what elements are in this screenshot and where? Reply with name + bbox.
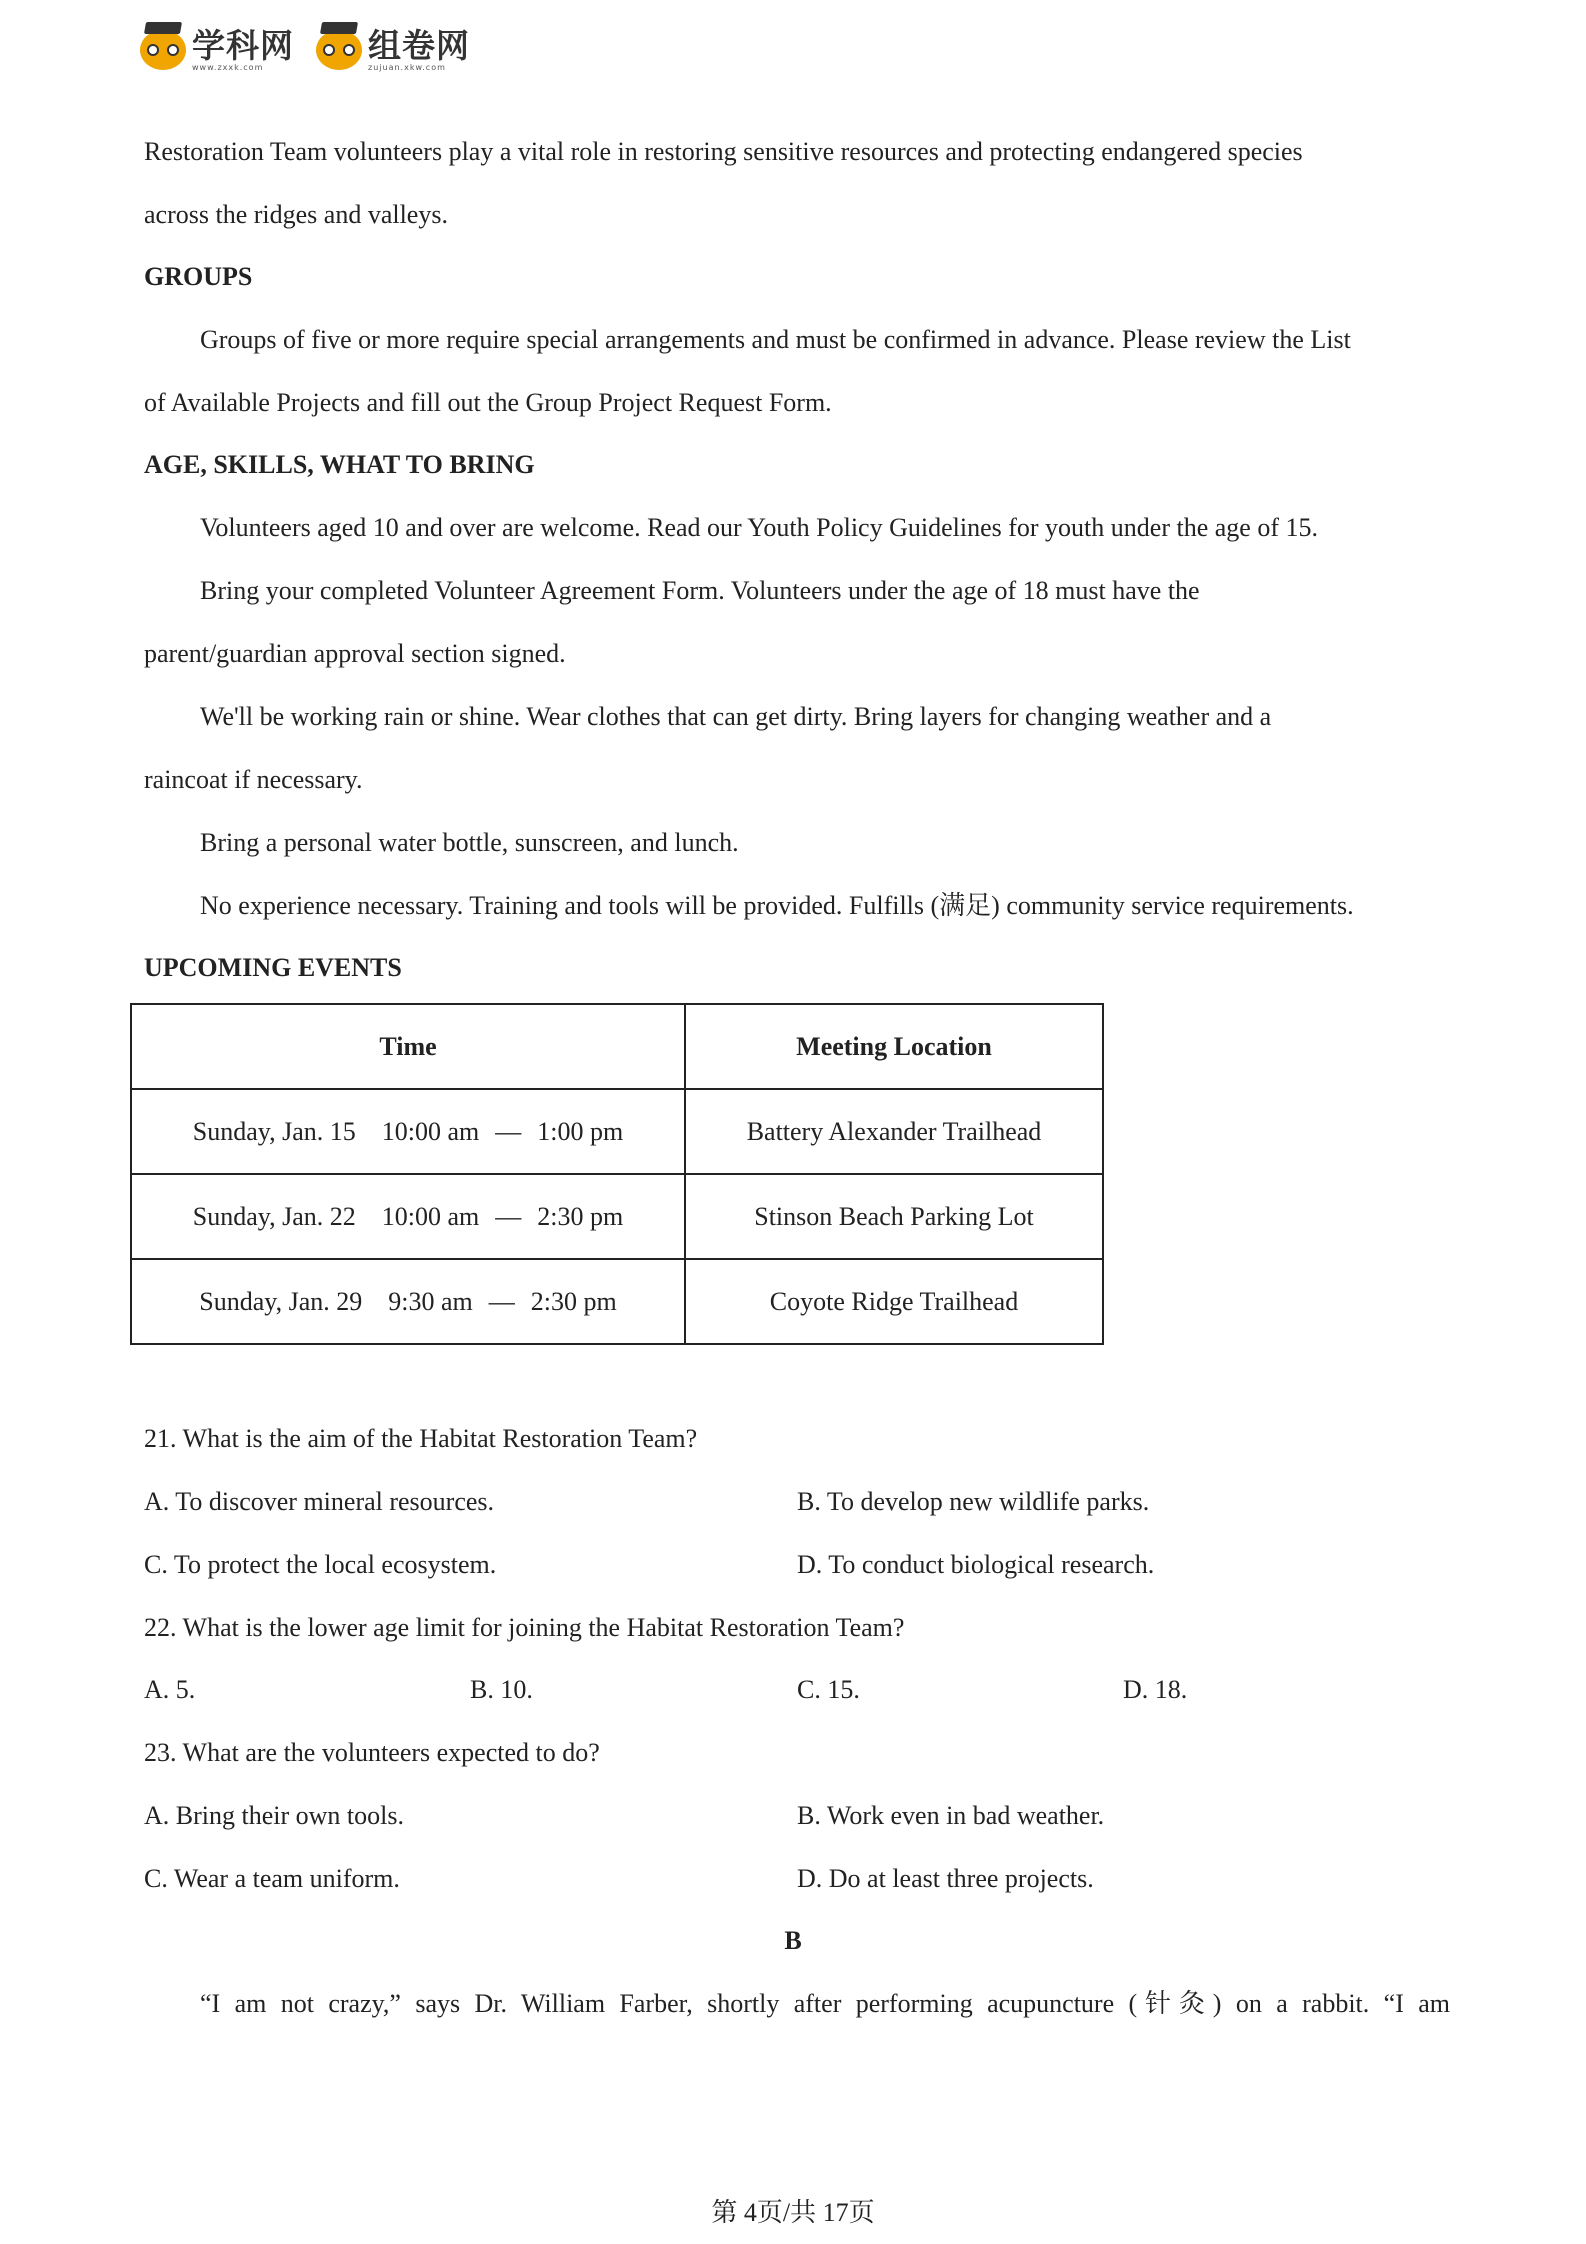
time-cell bbox=[131, 1259, 685, 1344]
page-number: 第 4页/共 17页 bbox=[711, 2198, 875, 2227]
paragraph-line: Groups of five or more require special arrangements and must be confirmed in advance. Please review the List bbox=[200, 325, 1351, 354]
time-cell bbox=[131, 1174, 685, 1259]
event-end: 2:30 pm bbox=[530, 1286, 617, 1316]
event-end: 2:30 pm bbox=[537, 1201, 624, 1231]
column-header-time: Time bbox=[131, 1004, 685, 1089]
location-cell: Battery Alexander Trailhead bbox=[685, 1089, 1103, 1174]
passage-b-line: “I am not crazy,” says Dr. William Farber, shortly after performing acupuncture (针灸) on a rabbit. “I am bbox=[200, 1989, 1450, 2018]
paragraph-line: We'll be working rain or shine. Wear clothes that can get dirty. Bring layers for changing weather and a bbox=[200, 702, 1272, 731]
option-21d[interactable]: D. To conduct biological research. bbox=[797, 1550, 1155, 1579]
zxxk-logo[interactable] bbox=[140, 25, 294, 72]
section-heading-age: AGE, SKILLS, WHAT TO BRING bbox=[144, 450, 535, 479]
table-row bbox=[131, 1174, 1103, 1259]
event-dash: — bbox=[495, 1201, 522, 1231]
paragraph-line: raincoat if necessary. bbox=[144, 765, 363, 794]
option-22c[interactable]: C. 15. bbox=[797, 1675, 860, 1704]
logo-url: www.zxxk.com bbox=[192, 62, 264, 72]
table-row bbox=[131, 1259, 1103, 1344]
paragraph-line: parent/guardian approval section signed. bbox=[144, 639, 566, 668]
owl-mascot-icon bbox=[316, 30, 362, 70]
event-start: 10:00 am bbox=[381, 1116, 480, 1146]
logo-url: zujuan.xkw.com bbox=[368, 62, 446, 72]
option-23b[interactable]: B. Work even in bad weather. bbox=[797, 1801, 1105, 1830]
option-21c[interactable]: C. To protect the local ecosystem. bbox=[144, 1550, 497, 1579]
option-23d[interactable]: D. Do at least three projects. bbox=[797, 1864, 1094, 1893]
paragraph-line: No experience necessary. Training and tools will be provided. Fulfills (满足) community service requirements. bbox=[200, 891, 1354, 920]
column-header-location: Meeting Location bbox=[685, 1004, 1103, 1089]
event-date: Sunday, Jan. 29 bbox=[199, 1286, 363, 1316]
paragraph-line: Volunteers aged 10 and over are welcome. Read our Youth Policy Guidelines for youth under the age of 15. bbox=[200, 513, 1318, 542]
table-row bbox=[131, 1089, 1103, 1174]
question-22: 22. What is the lower age limit for joining the Habitat Restoration Team? bbox=[144, 1613, 905, 1642]
owl-mascot-icon bbox=[140, 30, 186, 70]
event-dash: — bbox=[488, 1286, 515, 1316]
section-heading-events: UPCOMING EVENTS bbox=[144, 953, 402, 982]
table-header-row bbox=[131, 1004, 1103, 1089]
event-end: 1:00 pm bbox=[537, 1116, 624, 1146]
section-b-heading: B bbox=[784, 1926, 802, 1955]
logo-name: 学科网 bbox=[192, 25, 294, 65]
intro-line: across the ridges and valleys. bbox=[144, 200, 448, 229]
question-21: 21. What is the aim of the Habitat Restoration Team? bbox=[144, 1424, 698, 1453]
option-23c[interactable]: C. Wear a team uniform. bbox=[144, 1864, 400, 1893]
option-22d[interactable]: D. 18. bbox=[1123, 1675, 1188, 1704]
event-start: 9:30 am bbox=[388, 1286, 473, 1316]
zujuan-logo[interactable] bbox=[316, 25, 470, 72]
option-21b[interactable]: B. To develop new wildlife parks. bbox=[797, 1487, 1150, 1516]
paragraph-line: Bring a personal water bottle, sunscreen, and lunch. bbox=[200, 828, 739, 857]
events-table bbox=[130, 1003, 1104, 1345]
intro-line: Restoration Team volunteers play a vital role in restoring sensitive resources and protecting endangered species bbox=[144, 137, 1303, 166]
page-header bbox=[140, 20, 470, 80]
paragraph-line: Bring your completed Volunteer Agreement Form. Volunteers under the age of 18 must have the bbox=[200, 576, 1200, 605]
location-cell: Coyote Ridge Trailhead bbox=[685, 1259, 1103, 1344]
event-date: Sunday, Jan. 15 bbox=[192, 1116, 356, 1146]
section-heading-groups: GROUPS bbox=[144, 262, 253, 291]
event-date: Sunday, Jan. 22 bbox=[192, 1201, 356, 1231]
option-22a[interactable]: A. 5. bbox=[144, 1675, 196, 1704]
logo-name: 组卷网 bbox=[368, 25, 470, 65]
paragraph-line: of Available Projects and fill out the Group Project Request Form. bbox=[144, 388, 832, 417]
option-22b[interactable]: B. 10. bbox=[470, 1675, 533, 1704]
event-dash: — bbox=[495, 1116, 522, 1146]
event-start: 10:00 am bbox=[381, 1201, 480, 1231]
location-cell: Stinson Beach Parking Lot bbox=[685, 1174, 1103, 1259]
question-23: 23. What are the volunteers expected to do? bbox=[144, 1738, 600, 1767]
time-cell bbox=[131, 1089, 685, 1174]
option-21a[interactable]: A. To discover mineral resources. bbox=[144, 1487, 495, 1516]
option-23a[interactable]: A. Bring their own tools. bbox=[144, 1801, 404, 1830]
